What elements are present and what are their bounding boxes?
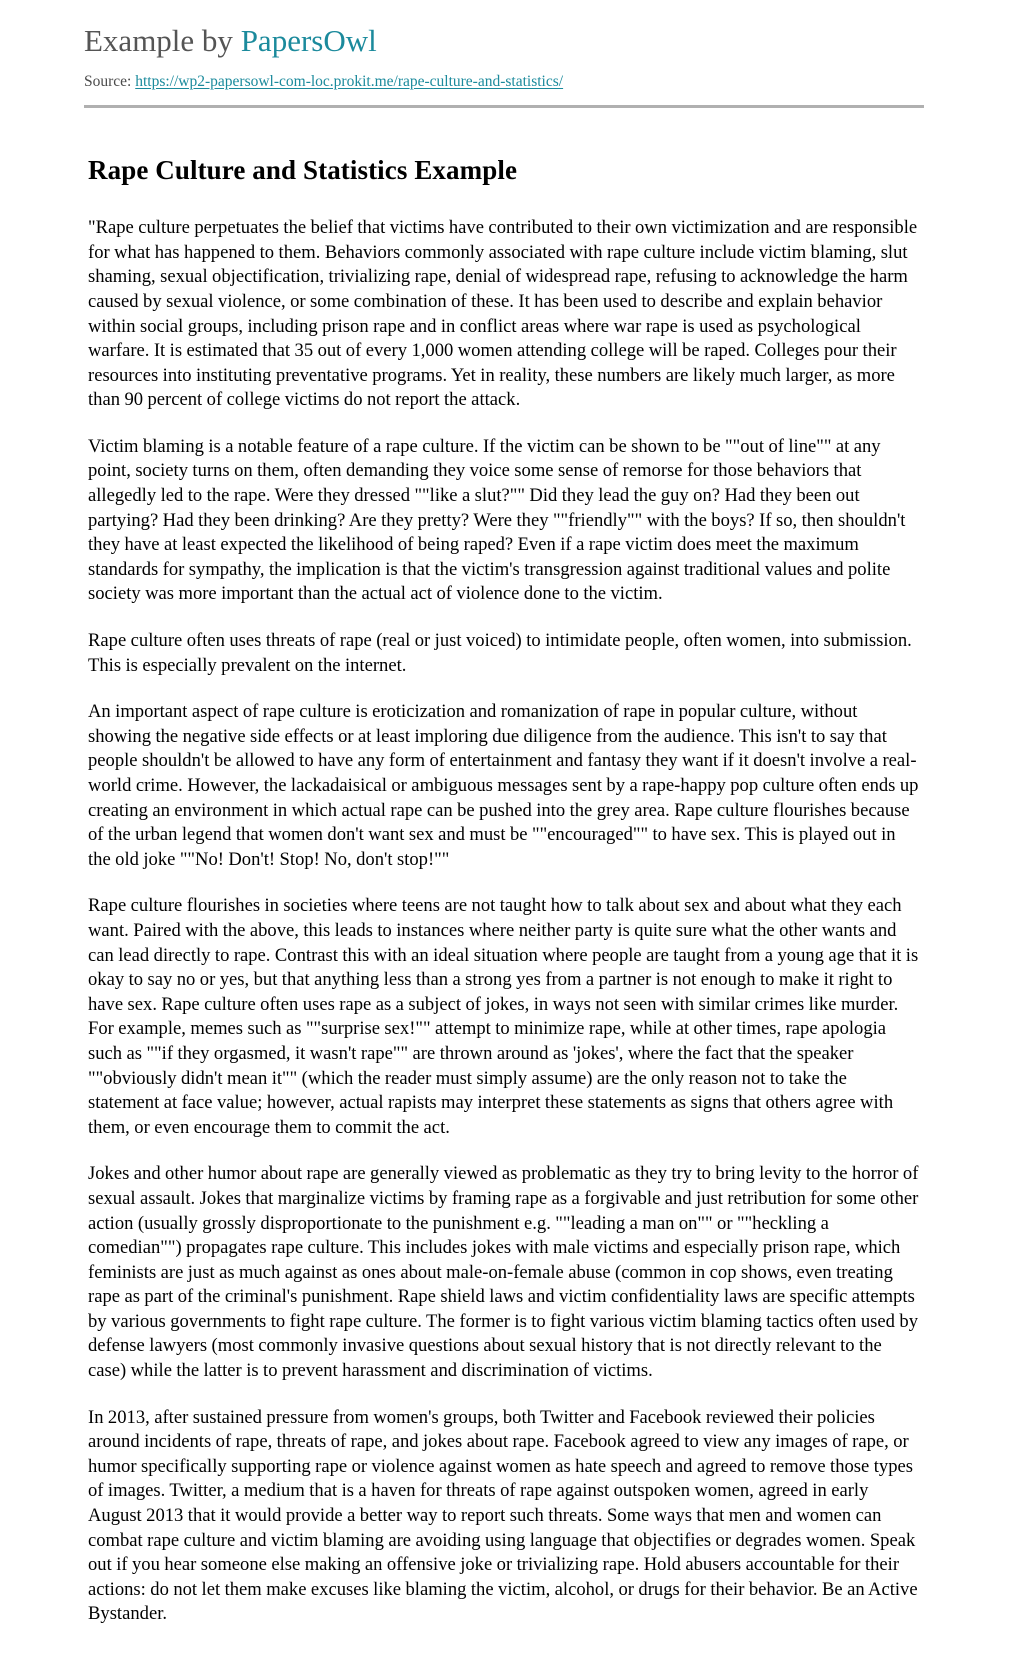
page-title: Rape Culture and Statistics Example: [88, 154, 518, 185]
brand-name-text: PapersOwl: [240, 23, 377, 58]
brand-prefix-text: Example by: [84, 23, 241, 58]
source-url-link[interactable]: https://wp2-papersowl-com-loc.prokit.me/rape-culture-and-statistics/: [135, 72, 564, 90]
source-label: Source:: [84, 72, 132, 90]
document-header: [0, 0, 1024, 108]
source-line: [84, 73, 948, 91]
paragraph: In 2013, after sustained pressure from women's groups, both Twitter and Facebook reviewed their policies around incidents of rape, threats of rape, and jokes about rape. Facebook agreed to view any images of rape, or humor specifically supporting rape or violence against women as hate speech and agreed to remove those types of images. Twitter, a medium that is a haven for threats of rape against outspoken women, agreed in early August 2013 that it would provide a better way to report such threats. Some ways that men and women can combat rape culture and victim blaming are avoiding using language that objectifies or degrades women. Speak out if you hear someone else making an offensive joke or trivializing rape. Hold abusers accountable for their actions: do not let them make excuses like blaming the victim, alcohol, or drugs for their behavior. Be an Active Bystander.: [88, 1406, 918, 1625]
paragraph: Rape culture often uses threats of rape (real or just voiced) to intimidate people, often women, into submission. This is especially prevalent on the internet.: [88, 630, 912, 676]
paragraph: Rape culture flourishes in societies where teens are not taught how to talk about sex and about what they each want. Paired with the above, this leads to instances where neither party is quite sure what the other wants and can lead directly to rape. Contrast this with an ideal situation where people are taught from a young age that it is okay to say no or yes, but that anything less than a strong yes from a partner is not enough to make it right to have sex. Rape culture often uses rape as a subject of jokes, in ways not seen with similar crimes like murder. For example, memes such as ""surprise sex!"" attempt to minimize rape, while at other times, rape apologia such as ""if they orgasmed, it wasn't rape"" are thrown around as 'jokes', where the fact that the speaker ""obviously didn't mean it"" (which the reader must simply assume) are the only reason not to take the statement at face value; however, actual rapists may interpret these statements as signs that others agree with them, or even encourage them to commit the act.: [88, 895, 919, 1138]
paragraph: An important aspect of rape culture is eroticization and romanization of rape in popular culture, without showing the negative side effects or at least imploring due diligence from the audience. This isn't to say that people shouldn't be allowed to have any form of entertainment and fantasy they want if it doesn't involve a real-world crime. However, the lackadaisical or ambiguous messages sent by a rape-happy pop culture often ends up creating an environment in which actual rape can be pushed into the grey area. Rape culture flourishes because of the urban legend that women don't want sex and must be ""encouraged"" to have sex. This is played out in the old joke ""No! Don't! Stop! No, don't stop!"": [88, 701, 919, 870]
paragraph: Jokes and other humor about rape are generally viewed as problematic as they try to bring levity to the horror of sexual assault. Jokes that marginalize victims by framing rape as a forgivable and just retribution for some other action (usually grossly disproportionate to the punishment e.g. ""leading a man on"" or ""heckling a comedian"") propagates rape culture. This includes jokes with male victims and especially prison rape, which feminists are just as much against as ones about male-on-female abuse (common in cop shows, even treating rape as part of the criminal's punishment. Rape shield laws and victim confidentiality laws are specific attempts by various governments to fight rape culture. The former is to fight various victim blaming tactics often used by defense lawyers (most commonly invasive questions about sexual history that is not directly relevant to the case) while the latter is to prevent harassment and discrimination of victims.: [88, 1163, 919, 1382]
article-body: [0, 108, 1024, 1667]
paragraph: Victim blaming is a notable feature of a rape culture. If the victim can be shown to be ""out of line"" at any point, society turns on them, often demanding they voice some sense of remorse for those behaviors that allegedly led to the rape. Were they dressed ""like a slut?"" Did they lead the guy on? Had they been out partying? Had they been drinking? Are they pretty? Were they ""friendly"" with the boys? If so, then shouldn't they have at least expected the likelihood of being raped? Even if a rape victim does meet the maximum standards for sympathy, the implication is that the victim's transgression against traditional values and polite society was more important than the actual act of violence done to the victim.: [88, 435, 906, 605]
paragraph: "Rape culture perpetuates the belief that victims have contributed to their own victimization and are responsible for what has happened to them. Behaviors commonly associated with rape culture include victim blaming, slut shaming, sexual objectification, trivializing rape, denial of widespread rape, refusing to acknowledge the harm caused by sexual violence, or some combination of these. It has been used to describe and explain behavior within social groups, including prison rape and in conflict areas where war rape is used as psychological warfare. It is estimated that 35 out of every 1,000 women attending college will be raped. Colleges pour their resources into instituting preventative programs. Yet in reality, these numbers are likely much larger, as more than 90 percent of college victims do not report the attack.: [88, 217, 918, 411]
brand-heading: [84, 22, 948, 61]
